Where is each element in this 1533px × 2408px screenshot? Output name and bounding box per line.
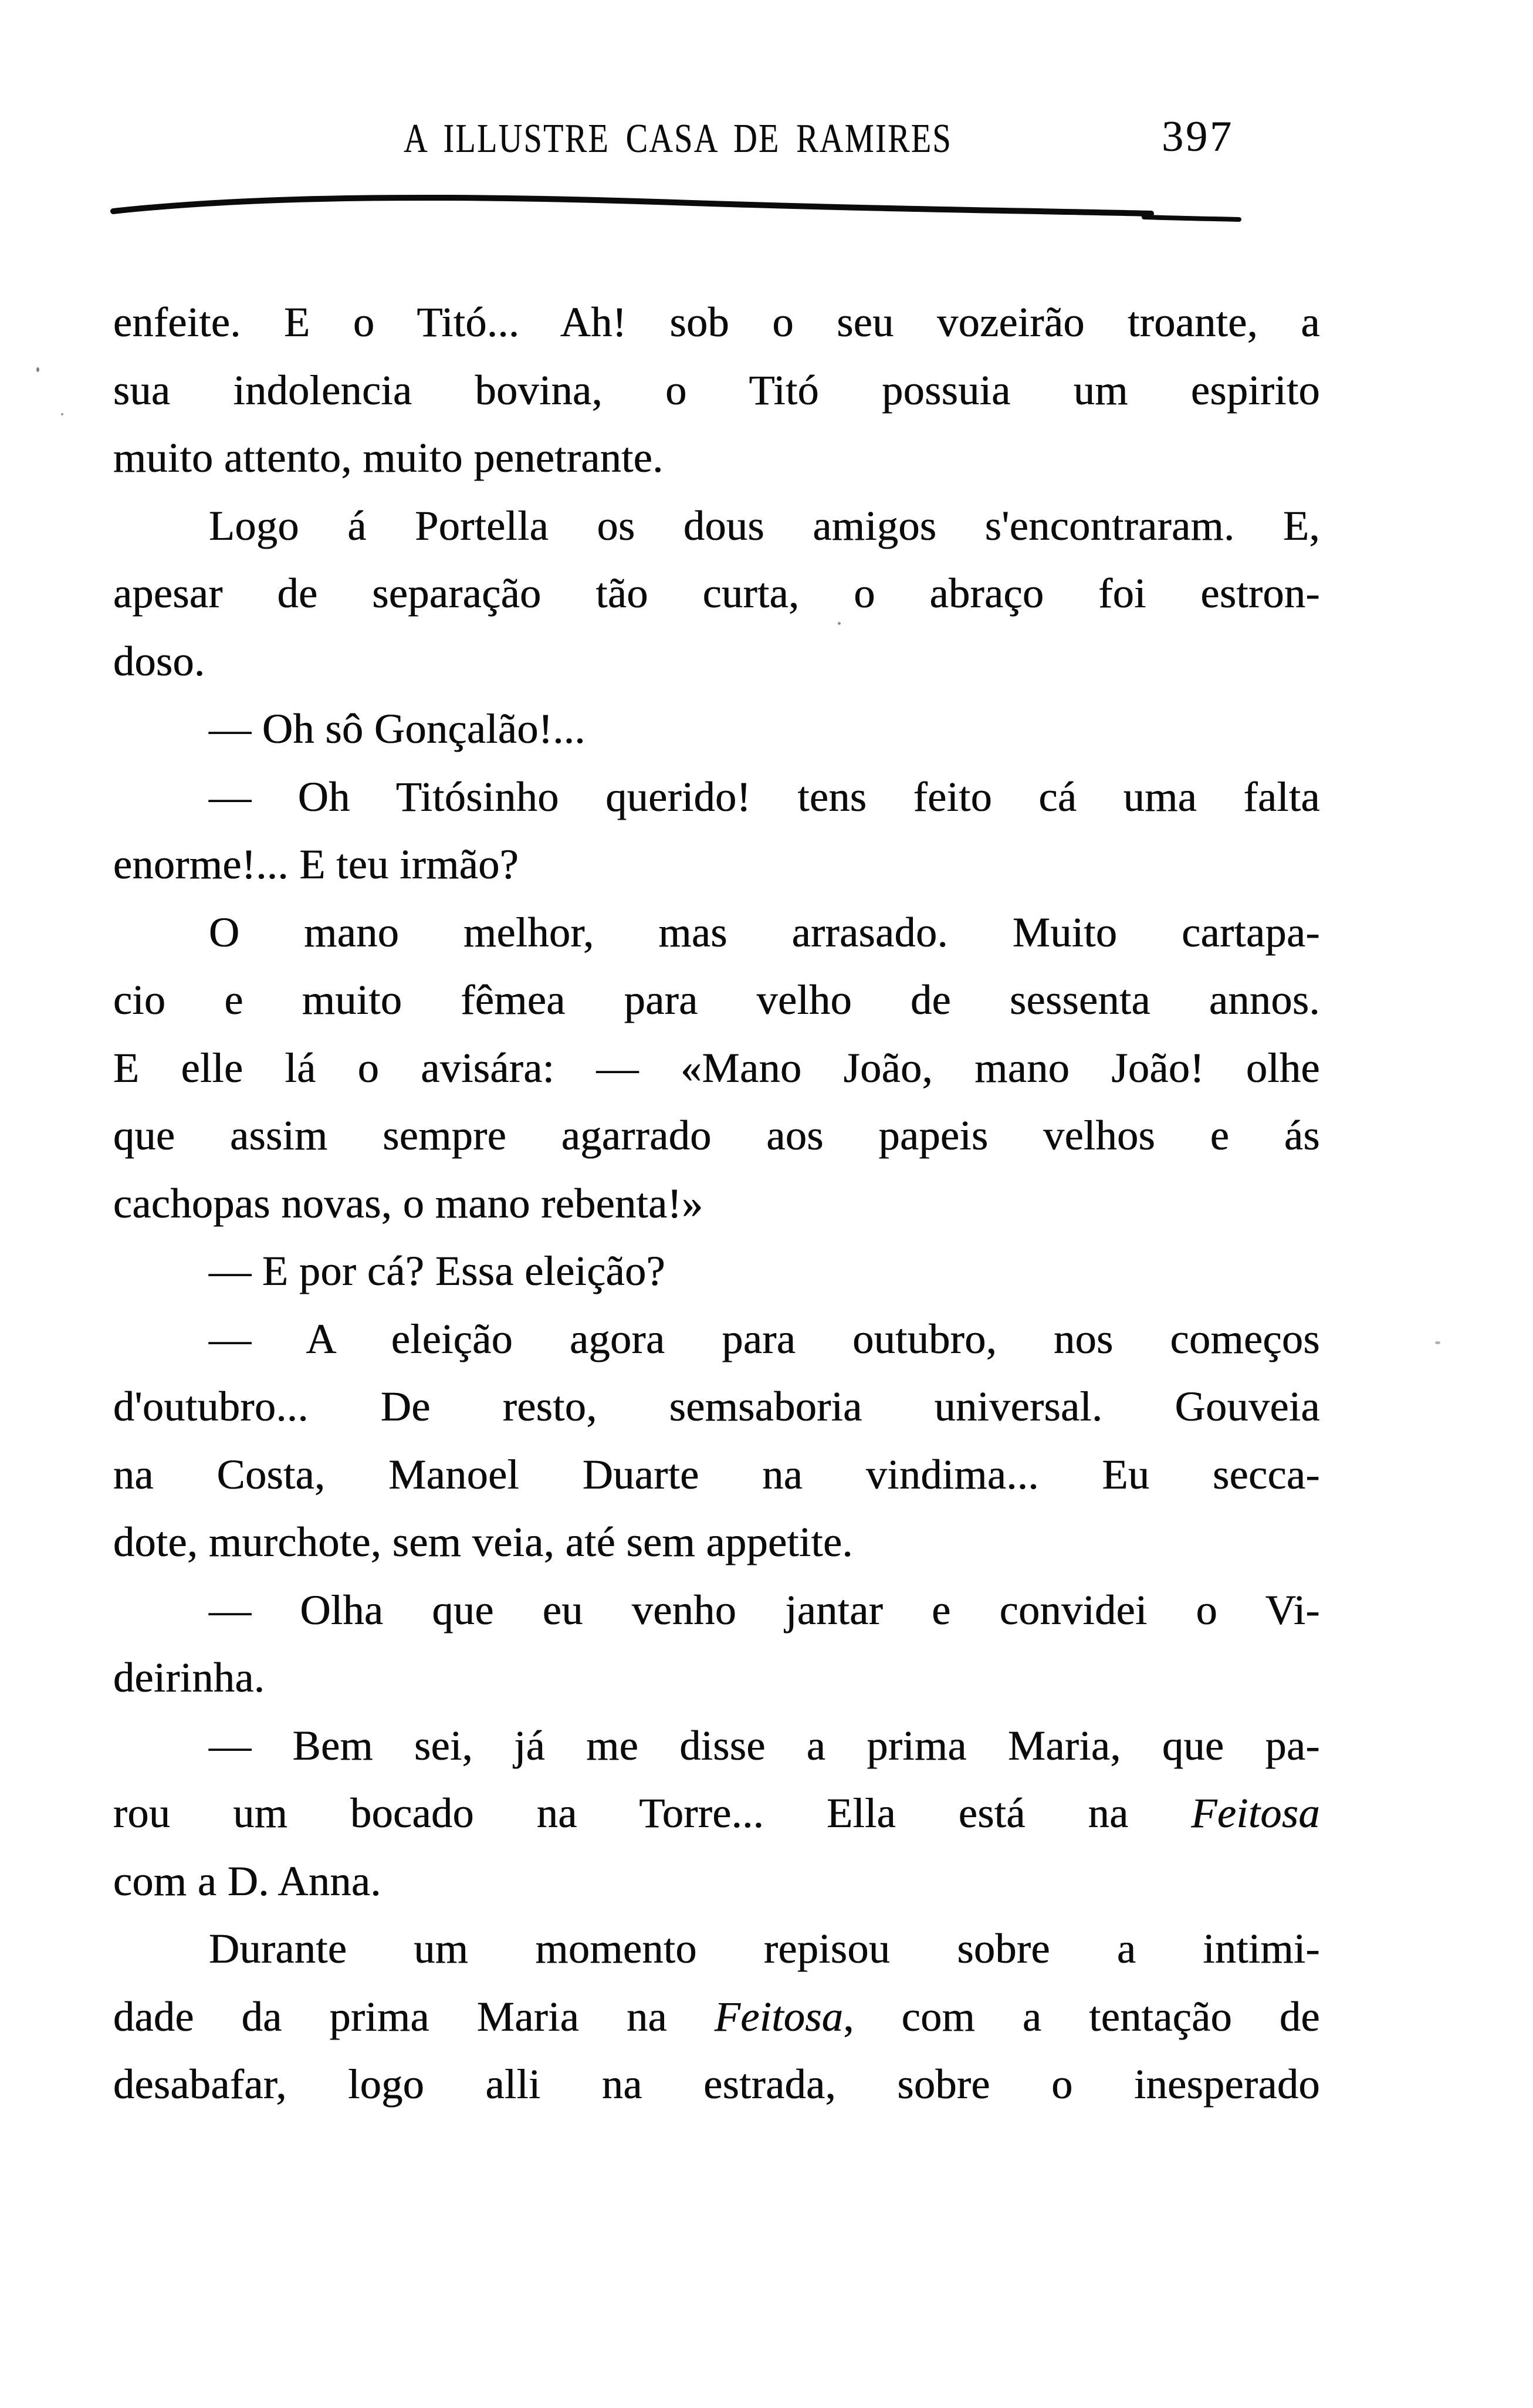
text-segment: enorme!... E teu irmão?: [113, 841, 519, 888]
text-segment: — Bem sei, já me disse a prima Maria, que pa-: [209, 1722, 1320, 1769]
text-line: [113, 1373, 1320, 1441]
text-segment: muito attento, muito penetrante.: [113, 434, 664, 481]
text-segment: dade da prima Maria na: [113, 1993, 715, 2040]
text-segment: d'outubro... De resto, semsaboria universal. Gouveia: [113, 1383, 1320, 1430]
text-line: [113, 1644, 1320, 1712]
text-block: [113, 289, 1320, 2119]
text-segment: desabafar, logo alli na estrada, sobre o inesperado: [113, 2061, 1320, 2108]
text-segment: Logo á Portella os dous amigos s'encontraram. E,: [209, 502, 1320, 549]
text-line: [113, 1306, 1320, 1374]
text-segment: enfeite. E o Titó... Ah! sob o seu vozeirão troante, a: [113, 299, 1320, 346]
text-line: [113, 1102, 1320, 1170]
text-line: [113, 1848, 1320, 1916]
text-line: [113, 289, 1320, 357]
text-segment: dote, murchote, sem veia, até sem appetite.: [113, 1518, 854, 1565]
text-segment: — E por cá? Essa eleição?: [209, 1247, 666, 1294]
italic-text: Feitosa: [1191, 1790, 1320, 1837]
text-line: [113, 492, 1320, 560]
text-segment: , com a tentação de: [843, 1993, 1320, 2040]
text-line: [113, 966, 1320, 1034]
text-segment: na Costa, Manoel Duarte na vindima... Eu secca-: [113, 1450, 1320, 1498]
scan-speck: [838, 622, 841, 625]
text-segment: sua indolencia bovina, o Titó possuia um espirito: [113, 366, 1320, 414]
text-segment: rou um bocado na Torre... Ella está na: [113, 1790, 1192, 1837]
text-segment: cachopas novas, o mano rebenta!»: [113, 1179, 703, 1227]
italic-text: Feitosa: [714, 1993, 844, 2040]
scan-speck: [61, 413, 63, 415]
text-segment: que assim sempre agarrado aos papeis velhos e ás: [113, 1112, 1320, 1159]
text-segment: doso.: [113, 637, 205, 685]
text-line: [113, 560, 1320, 628]
text-segment: com a D. Anna.: [113, 1857, 381, 1905]
text-line: [113, 628, 1320, 696]
text-line: [113, 424, 1320, 492]
running-header-title: A ILLUSTRE CASA DE RAMIRES: [404, 116, 952, 161]
text-line: [113, 2051, 1320, 2119]
text-segment: — A eleição agora para outubro, nos começos: [209, 1315, 1320, 1362]
text-line: [113, 1034, 1320, 1102]
scan-speck: [1435, 1341, 1440, 1344]
text-segment: — Oh Titósinho querido! tens feito cá uma falta: [209, 773, 1320, 820]
text-line: [113, 1237, 1320, 1306]
text-segment: apesar de separação tão curta, o abraço foi estron-: [113, 570, 1320, 617]
text-segment: E elle lá o avisára: — «Mano João, mano João! olhe: [113, 1044, 1320, 1091]
text-line: [113, 763, 1320, 831]
text-line: [113, 357, 1320, 425]
text-line: [113, 1170, 1320, 1238]
text-line: [113, 1441, 1320, 1509]
text-line: [113, 831, 1320, 899]
text-segment: deirinha.: [113, 1654, 265, 1701]
text-line: [113, 899, 1320, 967]
text-line: [113, 695, 1320, 763]
text-line: [113, 1983, 1320, 2051]
text-segment: — Olha que eu venho jantar e convidei o Vi-: [209, 1586, 1320, 1633]
text-segment: — Oh sô Gonçalão!...: [209, 705, 586, 752]
page-number: 397: [1162, 113, 1234, 161]
text-line: [113, 1780, 1320, 1848]
text-segment: cio e muito fêmea para velho de sessenta annos.: [113, 976, 1320, 1023]
text-line: [113, 1915, 1320, 1983]
scan-speck: [36, 367, 39, 372]
text-line: [113, 1577, 1320, 1645]
text-line: [113, 1509, 1320, 1577]
text-segment: O mano melhor, mas arrasado. Muito cartapa-: [209, 908, 1320, 956]
text-line: [113, 1712, 1320, 1780]
text-segment: Durante um momento repisou sobre a intimi-: [209, 1925, 1320, 1972]
